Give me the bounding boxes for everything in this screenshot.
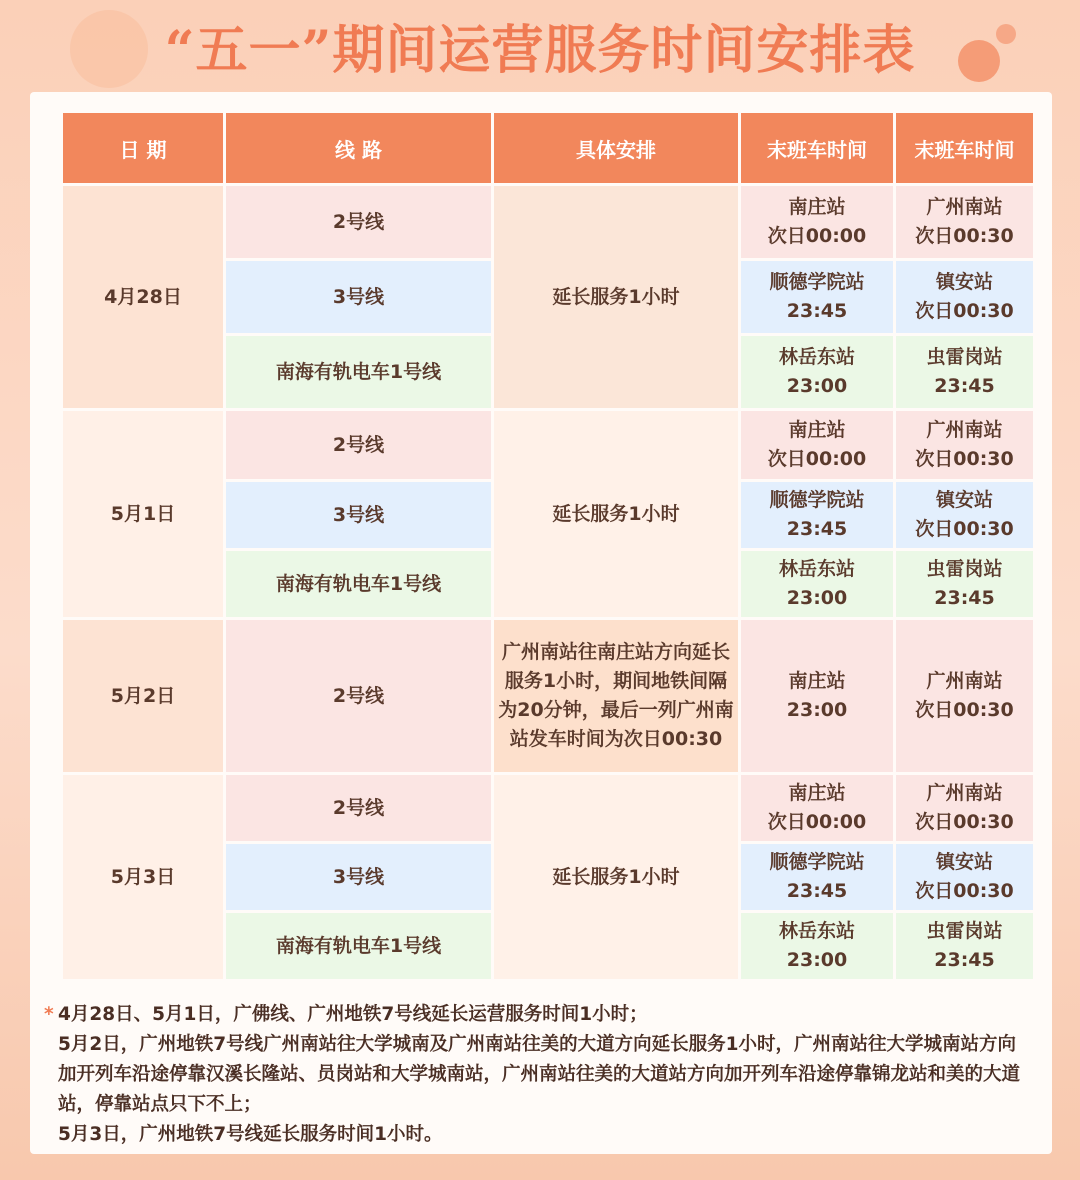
station-name: 南庄站 — [788, 196, 846, 218]
header-arrangement: 具体安排 — [494, 113, 738, 183]
footnote-line: 5月3日，广州地铁7号线延长服务时间1小时。 — [58, 1124, 443, 1145]
station-name: 林岳东站 — [778, 346, 855, 368]
station-name: 南庄站 — [788, 782, 846, 804]
last-train-cell-2 — [896, 620, 1033, 772]
last-train-cell-1 — [741, 261, 893, 333]
last-train-cell-2 — [896, 186, 1033, 258]
line-cell: 3号线 — [226, 482, 491, 548]
footnotes — [44, 1000, 1034, 1150]
arrangement-cell: 延长服务1小时 — [494, 411, 738, 617]
last-train-time: 次日00:30 — [915, 225, 1014, 247]
last-train-time: 23:00 — [786, 949, 848, 971]
last-train-cell-1 — [741, 411, 893, 479]
last-train-cell-2 — [896, 551, 1033, 617]
last-train-time: 23:45 — [786, 880, 848, 902]
station-name: 顺德学院站 — [769, 851, 865, 873]
line-cell: 2号线 — [226, 775, 491, 841]
station-name: 广州南站 — [926, 196, 1003, 218]
last-train-cell-1 — [741, 482, 893, 548]
footnote-line: 4月28日、5月1日，广佛线、广州地铁7号线延长运营服务时间1小时； — [58, 1004, 648, 1025]
last-train-cell-1 — [741, 620, 893, 772]
page-title: “五一”期间运营服务时间安排表 — [164, 20, 916, 81]
last-train-time: 23:45 — [934, 949, 995, 971]
last-train-cell-2 — [896, 261, 1033, 333]
station-name: 广州南站 — [926, 782, 1003, 804]
last-train-time: 次日00:30 — [915, 448, 1014, 470]
station-name: 顺德学院站 — [769, 489, 865, 511]
station-name: 南庄站 — [788, 419, 846, 441]
station-name: 虫雷岗站 — [926, 920, 1003, 942]
date-cell: 5月2日 — [63, 620, 223, 772]
date-cell: 4月28日 — [63, 186, 223, 408]
last-train-time: 23:45 — [934, 375, 995, 397]
schedule-table — [60, 110, 1036, 982]
station-name: 广州南站 — [926, 419, 1003, 441]
last-train-cell-1 — [741, 844, 893, 910]
header-date: 日 期 — [63, 113, 223, 183]
station-name: 虫雷岗站 — [926, 558, 1003, 580]
last-train-time: 次日00:30 — [915, 300, 1014, 322]
station-name: 广州南站 — [926, 670, 1003, 692]
header-line: 线 路 — [226, 113, 491, 183]
station-name: 林岳东站 — [778, 920, 855, 942]
last-train-cell-2 — [896, 411, 1033, 479]
last-train-time: 23:45 — [786, 300, 848, 322]
line-cell: 3号线 — [226, 844, 491, 910]
arrangement-cell: 延长服务1小时 — [494, 775, 738, 979]
footnote-line: 5月2日，广州地铁7号线广州南站往大学城南及广州南站往美的大道方向延长服务1小时，广州南站往大学城南站方向加开列车沿途停靠汉溪长隆站、员岗站和大学城南站，广州南站往美的大道站方向加开列车沿途停靠锦龙站和美的大道站，停靠站点只下不上； — [58, 1034, 1021, 1115]
header-last-train-1: 末班车时间 — [741, 113, 893, 183]
station-name: 镇安站 — [935, 271, 993, 293]
table-row — [63, 775, 1033, 841]
line-cell: 南海有轨电车1号线 — [226, 336, 491, 408]
station-name: 顺德学院站 — [769, 271, 865, 293]
last-train-time: 23:00 — [786, 699, 848, 721]
last-train-time: 23:45 — [934, 587, 995, 609]
station-name: 南庄站 — [788, 670, 846, 692]
last-train-time: 23:45 — [786, 518, 848, 540]
last-train-time: 次日00:00 — [767, 448, 867, 470]
table-row — [63, 620, 1033, 772]
last-train-cell-1 — [741, 913, 893, 979]
last-train-cell-1 — [741, 775, 893, 841]
arrangement-cell: 延长服务1小时 — [494, 186, 738, 408]
station-name: 虫雷岗站 — [926, 346, 1003, 368]
last-train-time: 次日00:00 — [767, 811, 867, 833]
line-cell: 2号线 — [226, 620, 491, 772]
line-cell: 3号线 — [226, 261, 491, 333]
last-train-time: 次日00:30 — [915, 811, 1014, 833]
last-train-time: 次日00:30 — [915, 518, 1014, 540]
line-cell: 南海有轨电车1号线 — [226, 551, 491, 617]
date-cell: 5月3日 — [63, 775, 223, 979]
last-train-time: 23:00 — [786, 375, 848, 397]
header-row — [63, 113, 1033, 183]
line-cell: 2号线 — [226, 411, 491, 479]
line-cell: 2号线 — [226, 186, 491, 258]
last-train-cell-2 — [896, 336, 1033, 408]
last-train-cell-1 — [741, 336, 893, 408]
station-name: 镇安站 — [935, 851, 993, 873]
last-train-cell-2 — [896, 844, 1033, 910]
arrangement-cell: 广州南站往南庄站方向延长服务1小时，期间地铁间隔为20分钟，最后一列广州南站发车时间为次日00:30 — [494, 620, 738, 772]
last-train-cell-2 — [896, 913, 1033, 979]
last-train-time: 次日00:30 — [915, 880, 1014, 902]
last-train-time: 次日00:30 — [915, 699, 1014, 721]
date-cell: 5月1日 — [63, 411, 223, 617]
last-train-cell-1 — [741, 551, 893, 617]
footnote-asterisk: * — [44, 1004, 54, 1025]
last-train-time: 23:00 — [786, 587, 848, 609]
line-cell: 南海有轨电车1号线 — [226, 913, 491, 979]
last-train-cell-2 — [896, 482, 1033, 548]
station-name: 林岳东站 — [778, 558, 855, 580]
header-last-train-2: 末班车时间 — [896, 113, 1033, 183]
last-train-time: 次日00:00 — [767, 225, 867, 247]
last-train-cell-2 — [896, 775, 1033, 841]
table-row — [63, 186, 1033, 258]
station-name: 镇安站 — [935, 489, 993, 511]
table-row — [63, 411, 1033, 479]
last-train-cell-1 — [741, 186, 893, 258]
